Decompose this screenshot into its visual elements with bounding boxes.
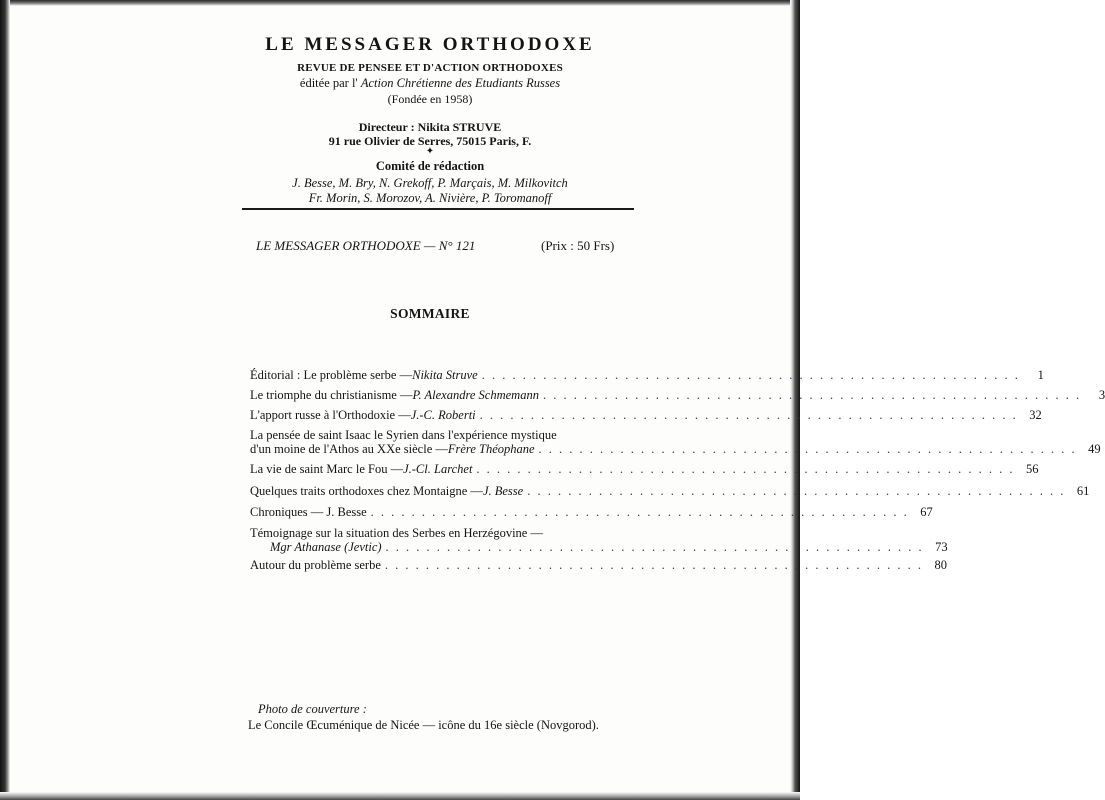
dot-leader: . . . . . . . . . . . . . . . . . . . . . . . . . . . . . . . . . . . . . . . . . . . . . . . . . . . . . — [385, 540, 924, 554]
dot-leader: . . . . . . . . . . . . . . . . . . . . . . . . . . . . . . . . . . . . . . . . . . . . . . . . . . . . . — [527, 484, 1066, 498]
toc-entry[interactable] — [250, 484, 1090, 498]
toc-entry[interactable] — [250, 428, 1101, 456]
committee-title: Comité de rédaction — [375, 159, 485, 173]
scan-edge-top — [0, 0, 800, 6]
toc-page-number: 3 — [1098, 388, 1105, 402]
toc-author: P. Alexandre Schmemann — [412, 388, 539, 402]
toc-entry[interactable] — [250, 526, 948, 554]
toc-author: Nikita Struve — [412, 368, 478, 382]
toc-title: La vie de saint Marc le Fou — — [250, 462, 404, 476]
toc-author: J.-C. Roberti — [410, 408, 476, 422]
toc-author: J. Besse — [482, 484, 524, 498]
dot-leader: . . . . . . . . . . . . . . . . . . . . . . . . . . . . . . . . . . . . . . . . . . . . . . . . . . . . . — [476, 462, 1015, 476]
issue-price: (Prix : 50 Frs) — [541, 238, 615, 253]
issue-label: LE MESSAGER ORTHODOXE — N° 121 — [256, 238, 476, 253]
scan-edge-bottom — [0, 792, 800, 800]
toc-page-number: 1 — [1037, 368, 1044, 382]
dot-leader: . . . . . . . . . . . . . . . . . . . . . . . . . . . . . . . . . . . . . . . . . . . . . . . . . . . . . — [479, 408, 1018, 422]
toc-entry[interactable] — [250, 558, 947, 572]
toc-entry[interactable] — [250, 408, 1042, 422]
director-line: Directeur : Nikita STRUVE — [358, 120, 502, 134]
toc-author: Frère Théophane — [447, 442, 535, 456]
toc-title: Éditorial : Le problème serbe — — [250, 368, 413, 382]
toc-page-number: 80 — [934, 558, 947, 572]
cover-photo-label: Photo de couverture : — [258, 702, 367, 716]
dot-leader: . . . . . . . . . . . . . . . . . . . . . . . . . . . . . . . . . . . . . . . . . . . . . . . . . . . . . — [481, 368, 1020, 382]
toc-title: Chroniques — J. Besse — [250, 505, 367, 519]
scan-edge-left — [0, 0, 10, 800]
ornament: ✦ — [425, 146, 435, 157]
publisher-name: Action Chrétienne des Etudiants Russes — [360, 76, 561, 90]
header-rule — [242, 208, 634, 210]
toc-entry[interactable] — [250, 505, 933, 519]
founded-line: (Fondée en 1958) — [387, 92, 473, 106]
toc-page-number: 49 — [1088, 442, 1101, 456]
publisher-prefix: éditée par l' — [299, 76, 358, 90]
toc-entry[interactable] — [250, 462, 1039, 476]
toc-author: J.-Cl. Larchet — [403, 462, 473, 476]
publisher-line — [230, 76, 630, 91]
toc-title: Quelques traits orthodoxes chez Montaigne — — [250, 484, 483, 498]
toc-page-number: 67 — [920, 505, 933, 519]
dot-leader: . . . . . . . . . . . . . . . . . . . . . . . . . . . . . . . . . . . . . . . . . . . . . . . . . . . . . — [542, 388, 1082, 402]
journal-title: LE MESSAGER ORTHODOXE — [265, 34, 595, 55]
dot-leader: . . . . . . . . . . . . . . . . . . . . . . . . . . . . . . . . . . . . . . . . . . . . . . . . . . . . . — [538, 442, 1077, 456]
toc-title: L'apport russe à l'Orthodoxie — — [250, 408, 411, 422]
toc-title: d'un moine de l'Athos au XXe siècle — — [250, 442, 448, 456]
dot-leader: . . . . . . . . . . . . . . . . . . . . . . . . . . . . . . . . . . . . . . . . . . . . . . . . . . . . . — [384, 558, 923, 572]
toc-page-number: 61 — [1076, 484, 1090, 498]
dot-leader: . . . . . . . . . . . . . . . . . . . . . . . . . . . . . . . . . . . . . . . . . . . . . . . . . . . . . — [370, 505, 909, 519]
toc-title: Autour du problème serbe — [250, 558, 381, 572]
toc-page-number: 56 — [1026, 462, 1039, 476]
cover-photo-caption: Le Concile Œcuménique de Nicée — icône du 16e siècle (Novgorod). — [248, 718, 599, 732]
toc-title-line: La pensée de saint Isaac le Syrien dans l'expérience mystique — [250, 428, 557, 442]
toc-title: Le triomphe du christianisme — — [250, 388, 413, 402]
toc-entry[interactable] — [250, 368, 1044, 382]
address-line: 91 rue Olivier de Serres, 75015 Paris, F. — [328, 134, 532, 148]
committee-line-2: Fr. Morin, S. Morozov, A. Nivière, P. Toromanoff — [308, 191, 552, 205]
committee-line-1: J. Besse, M. Bry, N. Grekoff, P. Marçais, M. Milkovitch — [292, 176, 568, 190]
journal-subtitle: REVUE DE PENSEE ET D'ACTION ORTHODOXES — [297, 62, 563, 74]
toc-page-number: 73 — [935, 540, 948, 554]
toc-page-number: 32 — [1029, 408, 1042, 422]
toc-author: Mgr Athanase (Jevtic) — [270, 540, 382, 554]
sommaire-heading: SOMMAIRE — [390, 306, 470, 321]
toc-entry[interactable] — [250, 388, 1105, 402]
toc-title-line: Témoignage sur la situation des Serbes en Herzégovine — — [250, 526, 543, 540]
